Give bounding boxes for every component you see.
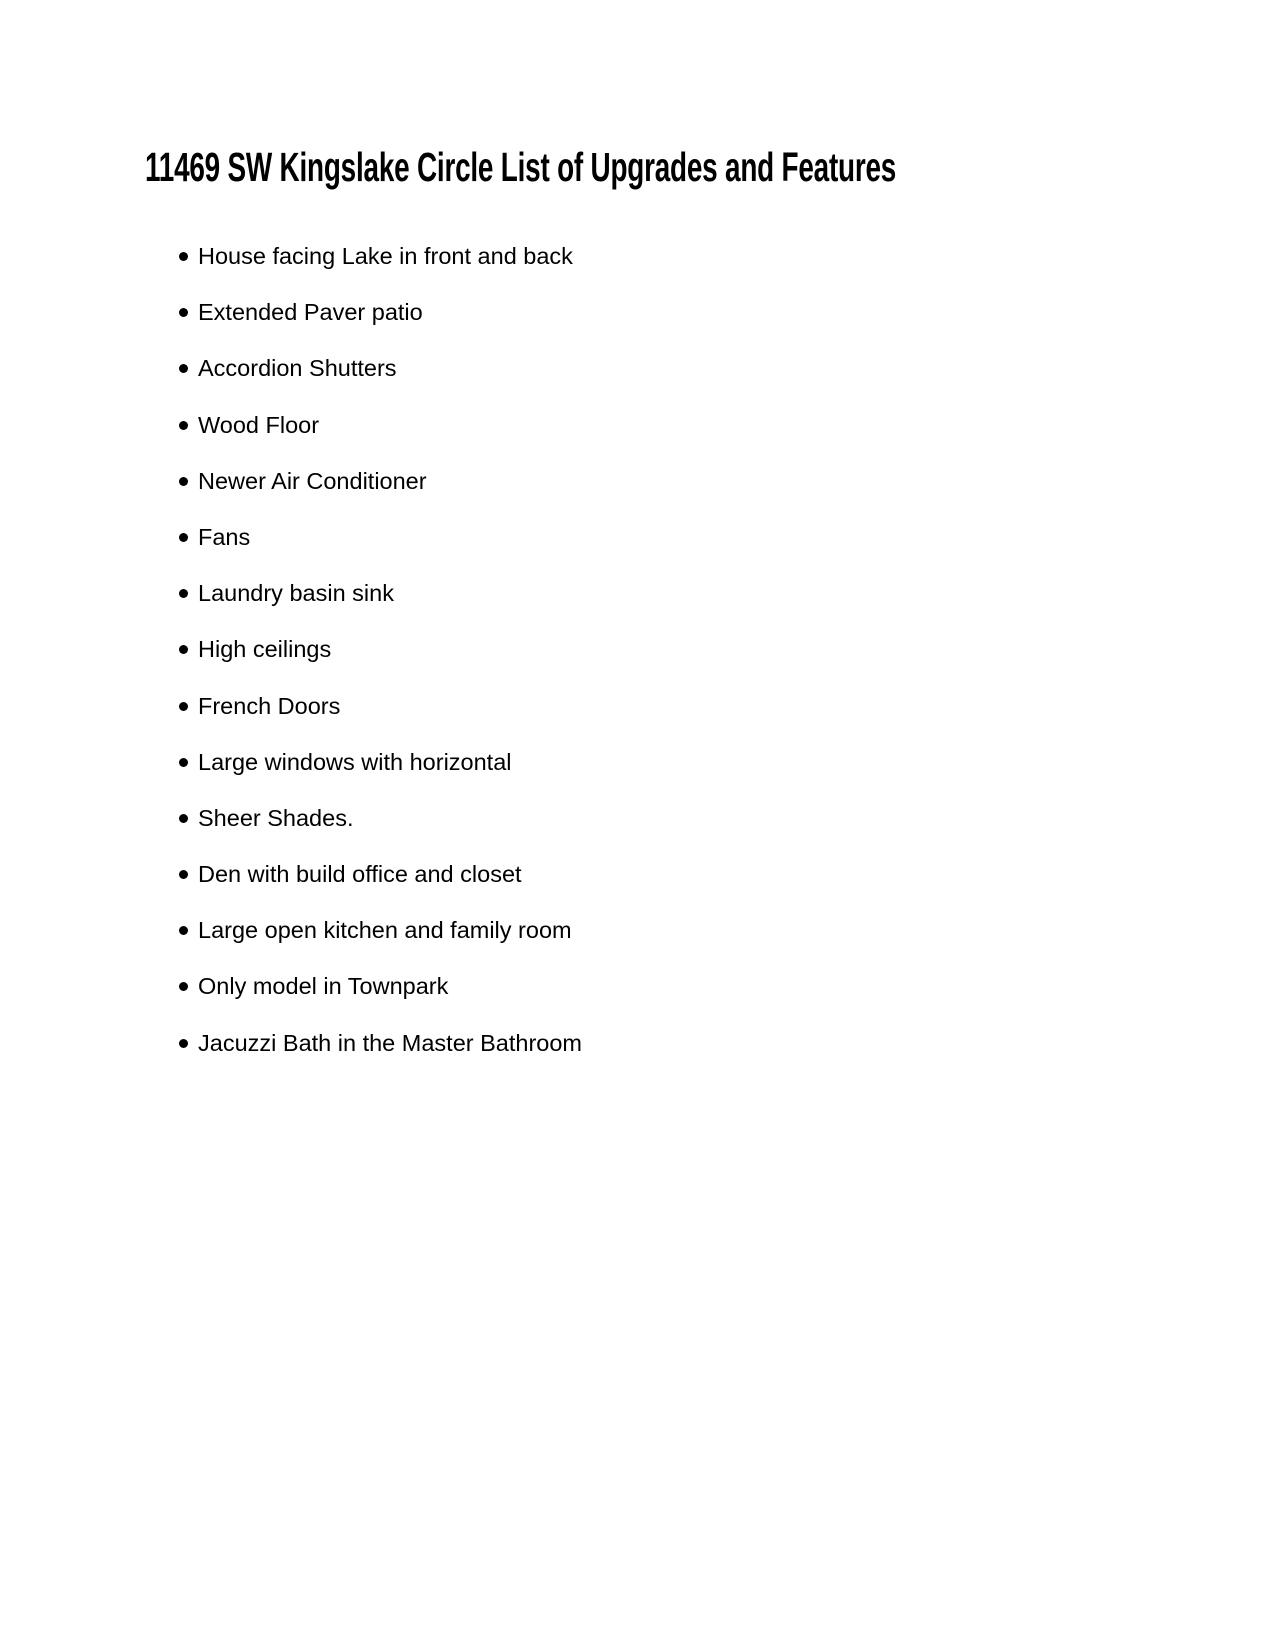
feature-text: Only model in Townpark: [198, 973, 449, 1000]
bullet-icon: [179, 589, 188, 598]
bullet-icon: [179, 982, 188, 991]
bullet-icon: [179, 645, 188, 654]
feature-item: [0, 689, 582, 745]
document-title: 11469 SW Kingslake Circle List of Upgrades and Features: [145, 144, 897, 190]
bullet-icon: [179, 1039, 188, 1048]
bullet-icon: [179, 702, 188, 711]
feature-item: [0, 632, 582, 688]
feature-text: Large open kitchen and family room: [198, 917, 572, 944]
feature-item: [0, 520, 582, 576]
feature-item: [0, 1026, 582, 1082]
feature-item: [0, 913, 582, 969]
feature-text: Large windows with horizontal: [198, 748, 512, 775]
bullet-icon: [179, 477, 188, 486]
feature-text: Newer Air Conditioner: [198, 467, 427, 494]
feature-text: Accordion Shutters: [198, 355, 397, 382]
feature-item: [0, 464, 582, 520]
feature-item: [0, 408, 582, 464]
bullet-icon: [179, 252, 188, 261]
feature-item: [0, 801, 582, 857]
feature-item: [0, 969, 582, 1025]
feature-item: [0, 857, 582, 913]
bullet-icon: [179, 814, 188, 823]
bullet-icon: [179, 308, 188, 317]
bullet-icon: [179, 870, 188, 879]
bullet-icon: [179, 364, 188, 373]
feature-text: Laundry basin sink: [198, 580, 394, 607]
feature-item: [0, 295, 582, 351]
feature-text: French Doors: [198, 692, 341, 719]
feature-text: High ceilings: [198, 636, 332, 663]
bullet-icon: [179, 926, 188, 935]
feature-item: [0, 239, 582, 295]
feature-item: [0, 351, 582, 407]
features-list: [0, 239, 582, 1082]
feature-text: Wood Floor: [198, 411, 320, 438]
feature-text: Jacuzzi Bath in the Master Bathroom: [198, 1029, 583, 1056]
feature-text: House facing Lake in front and back: [198, 243, 573, 269]
feature-text: Den with build office and closet: [198, 861, 522, 888]
bullet-icon: [179, 421, 188, 430]
feature-text: Sheer Shades.: [198, 804, 354, 831]
feature-text: Extended Paver patio: [198, 299, 423, 326]
bullet-icon: [179, 533, 188, 542]
feature-item: [0, 745, 582, 801]
bullet-icon: [179, 758, 188, 767]
feature-text: Fans: [198, 523, 251, 550]
feature-item: [0, 576, 582, 632]
